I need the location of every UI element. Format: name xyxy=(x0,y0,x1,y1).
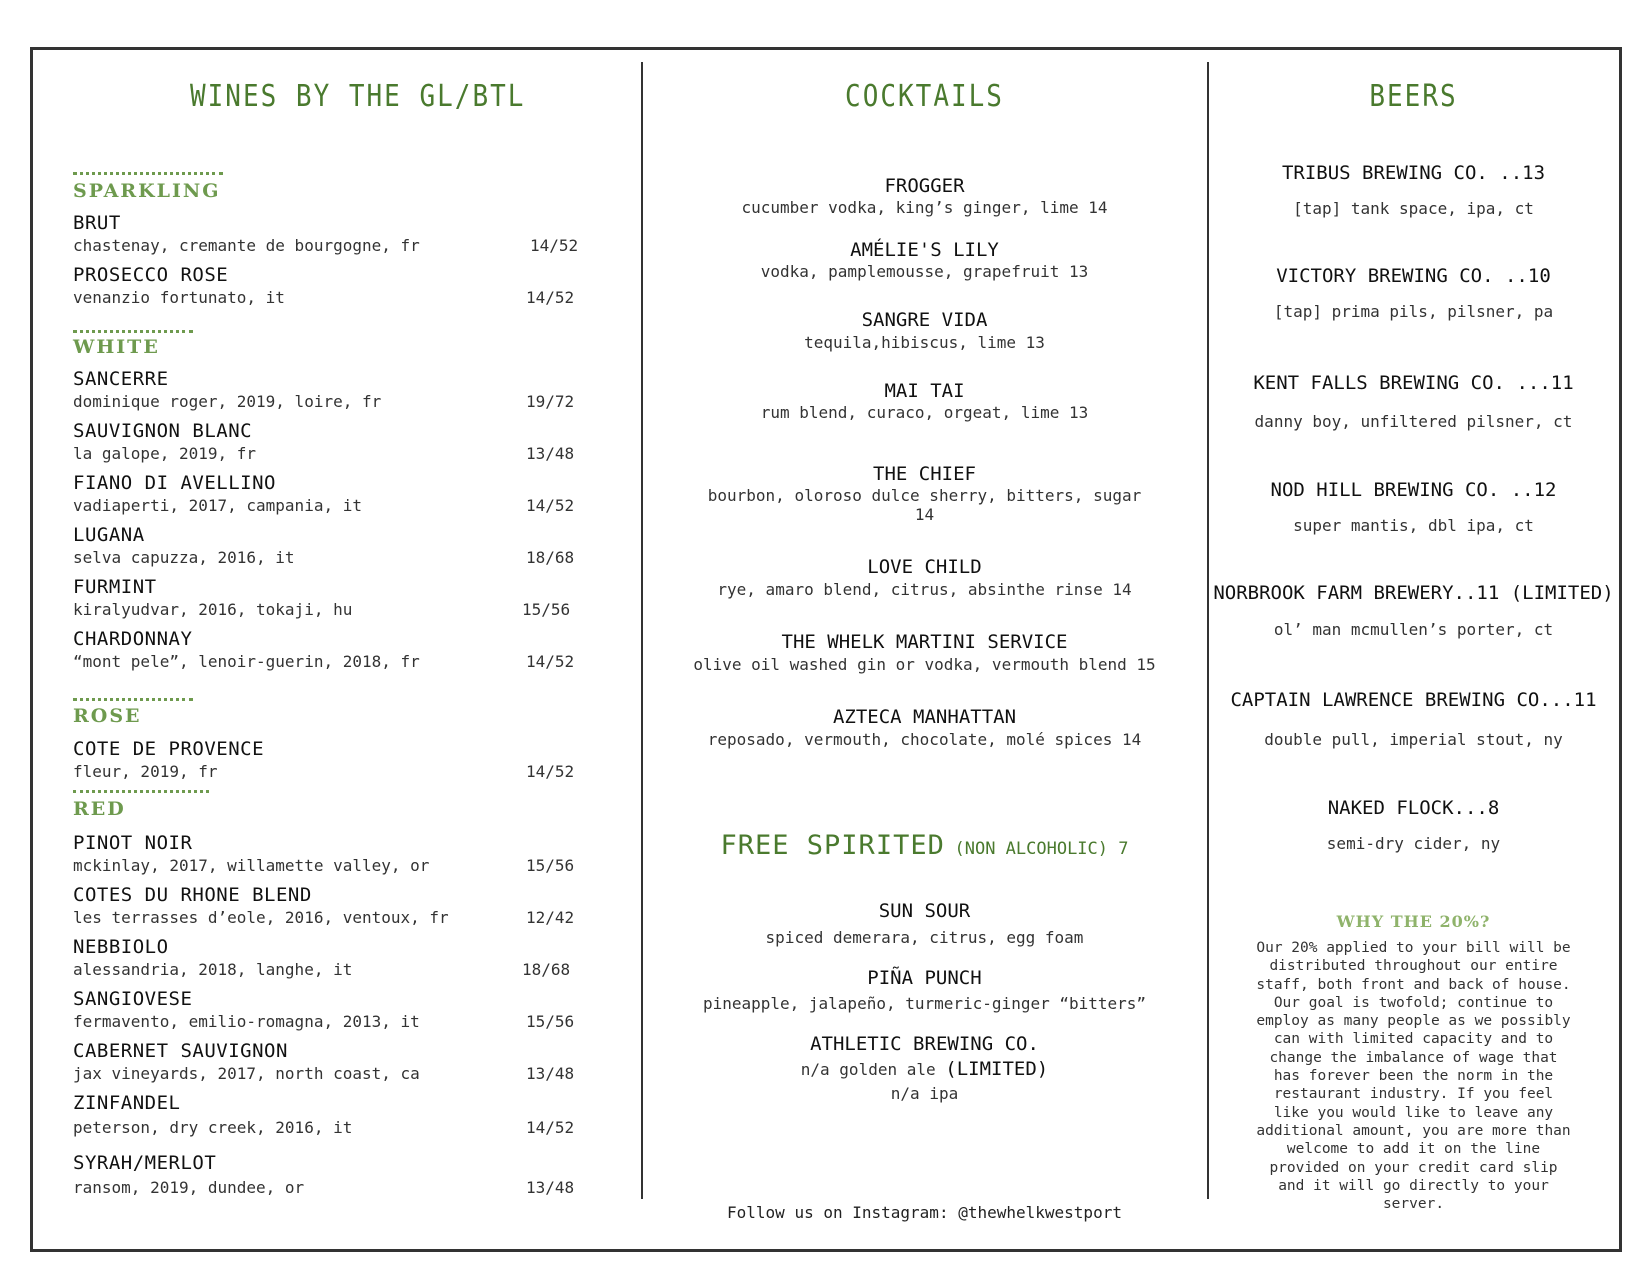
beer-name: NAKED FLOCK...8 xyxy=(1327,797,1500,819)
why-line: distributed throughout our entire xyxy=(1269,958,1558,975)
wine-price: 18/68 xyxy=(522,960,571,979)
why-20-title: WHY THE 20%? xyxy=(1336,912,1491,931)
cocktail-name: SANGRE VIDA xyxy=(861,309,988,331)
why-line: server. xyxy=(1382,1196,1445,1213)
wine-price: 14/52 xyxy=(526,652,575,671)
cocktail-name: AMÉLIE'S LILY xyxy=(850,239,999,261)
cocktail-name: LOVE CHILD xyxy=(867,556,982,578)
cocktail-desc: reposado, vermouth, chocolate, molé spices 14 xyxy=(707,730,1142,749)
cocktail-desc: rum blend, curaco, orgeat, lime 13 xyxy=(760,403,1089,422)
wine-desc: la galope, 2019, fr xyxy=(73,444,257,463)
section-divider-dots xyxy=(73,698,193,701)
cocktails-title: COCKTAILS xyxy=(845,79,1004,115)
wine-name: COTE DE PROVENCE xyxy=(73,738,265,760)
wine-price: 14/52 xyxy=(530,236,579,255)
section-sparkling: SPARKLING xyxy=(73,180,221,202)
section-white: WHITE xyxy=(73,336,160,358)
wine-name: ZINFANDEL xyxy=(73,1092,181,1114)
wine-desc: mckinlay, 2017, willamette valley, or xyxy=(73,856,430,875)
wine-name: SAUVIGNON BLANC xyxy=(73,420,253,442)
beer-desc: semi-dry cider, ny xyxy=(1326,834,1501,853)
wine-name: PINOT NOIR xyxy=(73,832,193,854)
why-line: additional amount, you are more than xyxy=(1256,1122,1571,1139)
wine-name: SANGIOVESE xyxy=(73,988,193,1010)
cocktail-name: FROGGER xyxy=(884,175,965,197)
wine-name: PROSECCO ROSE xyxy=(73,264,229,286)
why-line: staff, both front and back of house. xyxy=(1256,976,1571,993)
na-drink-desc: n/a golden ale xyxy=(800,1060,936,1079)
wine-desc: jax vineyards, 2017, north coast, ca xyxy=(73,1064,420,1083)
na-drink-name: SUN SOUR xyxy=(878,900,971,922)
wine-name: SYRAH/MERLOT xyxy=(73,1152,217,1174)
wine-price: 18/68 xyxy=(526,548,575,567)
wine-desc: kiralyudvar, 2016, tokaji, hu xyxy=(73,600,353,619)
na-drink-desc: n/a ipa xyxy=(890,1084,959,1103)
wine-price: 14/52 xyxy=(526,762,575,781)
wine-price: 15/56 xyxy=(526,1012,575,1031)
cocktail-desc: olive oil washed gin or vodka, vermouth blend 15 xyxy=(693,655,1156,674)
beers-title: BEERS xyxy=(1369,79,1458,115)
wine-name: SANCERRE xyxy=(73,368,169,390)
beer-desc: ol’ man mcmullen’s porter, ct xyxy=(1273,620,1554,639)
beer-desc: [tap] prima pils, pilsner, pa xyxy=(1273,302,1554,321)
wine-price: 13/48 xyxy=(526,1178,575,1197)
why-line: provided on your credit card slip xyxy=(1269,1159,1558,1176)
cocktail-desc: vodka, pamplemousse, grapefruit 13 xyxy=(760,262,1089,281)
why-line: and it will go directly to your xyxy=(1278,1177,1549,1194)
cocktail-name: MAI TAI xyxy=(884,380,965,402)
why-line: can with limited capacity and to xyxy=(1273,1031,1554,1048)
wine-price: 13/48 xyxy=(526,444,575,463)
wine-desc: peterson, dry creek, 2016, it xyxy=(73,1118,353,1137)
cocktail-desc: bourbon, oloroso dulce sherry, bitters, sugar xyxy=(707,486,1142,505)
wine-desc: ransom, 2019, dundee, or xyxy=(73,1178,305,1197)
wine-name: CABERNET SAUVIGNON xyxy=(73,1040,288,1062)
na-drink-name: ATHLETIC BREWING CO. xyxy=(810,1033,1039,1055)
wine-price: 15/56 xyxy=(526,856,575,875)
beer-name: CAPTAIN LAWRENCE BREWING CO...11 xyxy=(1230,689,1597,711)
why-line: welcome to add it on the line xyxy=(1286,1141,1541,1158)
cocktail-desc: rye, amaro blend, citrus, absinthe rinse 14 xyxy=(717,580,1132,599)
beer-desc: super mantis, dbl ipa, ct xyxy=(1293,516,1534,535)
wine-desc: les terrasses d’eole, 2016, ventoux, fr xyxy=(73,908,449,927)
section-divider-dots xyxy=(73,790,209,793)
wine-price: 15/56 xyxy=(522,600,571,619)
beer-name: TRIBUS BREWING CO. ..13 xyxy=(1281,162,1546,184)
wine-desc: vadiaperti, 2017, campania, it xyxy=(73,496,362,515)
wine-name: NEBBIOLO xyxy=(73,936,169,958)
wine-price: 14/52 xyxy=(526,288,575,307)
why-line: employ as many people as we possibly xyxy=(1256,1013,1571,1030)
wine-desc: fermavento, emilio-romagna, 2013, it xyxy=(73,1012,420,1031)
beer-desc: [tap] tank space, ipa, ct xyxy=(1293,199,1534,218)
na-drink-desc-line xyxy=(642,1058,1207,1080)
wine-name: LUGANA xyxy=(73,524,145,546)
wine-price: 14/52 xyxy=(526,1118,575,1137)
wine-price: 19/72 xyxy=(526,392,575,411)
why-line: Our goal is twofold; continue to xyxy=(1273,994,1554,1011)
wine-desc: dominique roger, 2019, loire, fr xyxy=(73,392,382,411)
why-line: has forever been the norm in the xyxy=(1273,1068,1554,1085)
limited-tag: (LIMITED) xyxy=(945,1058,1049,1080)
section-red: RED xyxy=(73,798,126,820)
wine-desc: fleur, 2019, fr xyxy=(73,762,218,781)
beer-name: VICTORY BREWING CO. ..10 xyxy=(1276,265,1551,287)
cocktail-desc: tequila,hibiscus, lime 13 xyxy=(804,333,1045,352)
na-drink-desc: pineapple, jalapeño, turmeric-ginger “bitters” xyxy=(702,994,1147,1013)
wine-name: FIANO DI AVELLINO xyxy=(73,472,276,494)
instagram-follow: Follow us on Instagram: @thewhelkwestport xyxy=(727,1203,1122,1222)
wine-desc: chastenay, cremante de bourgogne, fr xyxy=(73,236,420,255)
why-line: Our 20% applied to your bill will be xyxy=(1256,940,1571,956)
wine-name: FURMINT xyxy=(73,576,157,598)
wine-desc: “mont pele”, lenoir-guerin, 2018, fr xyxy=(73,652,420,671)
beer-name: KENT FALLS BREWING CO. ...11 xyxy=(1253,372,1574,394)
beer-desc: danny boy, unfiltered pilsner, ct xyxy=(1254,412,1573,431)
wine-name: CHARDONNAY xyxy=(73,628,193,650)
beer-desc: double pull, imperial stout, ny xyxy=(1264,730,1563,749)
wine-price: 12/42 xyxy=(526,908,575,927)
cocktail-desc: 14 xyxy=(914,505,935,524)
wine-desc: selva capuzza, 2016, it xyxy=(73,548,295,567)
wines-title: WINES BY THE GL/BTL xyxy=(190,79,526,115)
wine-desc: alessandria, 2018, langhe, it xyxy=(73,960,353,979)
why-20-body xyxy=(1215,939,1612,1213)
cocktail-name: THE WHELK MARTINI SERVICE xyxy=(781,631,1068,653)
why-line: restaurant industry. If you feel xyxy=(1273,1086,1554,1103)
section-divider-dots xyxy=(73,172,223,175)
free-spirited-title: FREE SPIRITED xyxy=(720,830,945,861)
beer-name: NOD HILL BREWING CO. ..12 xyxy=(1270,479,1557,501)
beer-name: NORBROOK FARM BREWERY..11 (LIMITED) xyxy=(1213,582,1614,604)
section-rose: ROSE xyxy=(73,705,142,727)
na-drink-name: PIÑA PUNCH xyxy=(867,967,982,989)
wine-price: 14/52 xyxy=(526,496,575,515)
na-drink-desc: spiced demerara, citrus, egg foam xyxy=(765,928,1084,947)
section-divider-dots xyxy=(73,330,193,333)
cocktail-name: AZTECA MANHATTAN xyxy=(832,706,1017,728)
why-line: like you would like to leave any xyxy=(1273,1104,1554,1121)
free-spirited-heading xyxy=(642,830,1207,861)
wine-name: COTES DU RHONE BLEND xyxy=(73,884,312,906)
cocktail-name: THE CHIEF xyxy=(873,463,976,485)
wine-name: BRUT xyxy=(73,212,121,234)
why-line: change the imbalance of wage that xyxy=(1269,1049,1558,1066)
free-spirited-subtitle: (NON ALCOHOLIC) 7 xyxy=(954,839,1129,859)
cocktail-desc: cucumber vodka, king’s ginger, lime 14 xyxy=(741,198,1108,217)
wine-desc: venanzio fortunato, it xyxy=(73,288,285,307)
wine-price: 13/48 xyxy=(526,1064,575,1083)
